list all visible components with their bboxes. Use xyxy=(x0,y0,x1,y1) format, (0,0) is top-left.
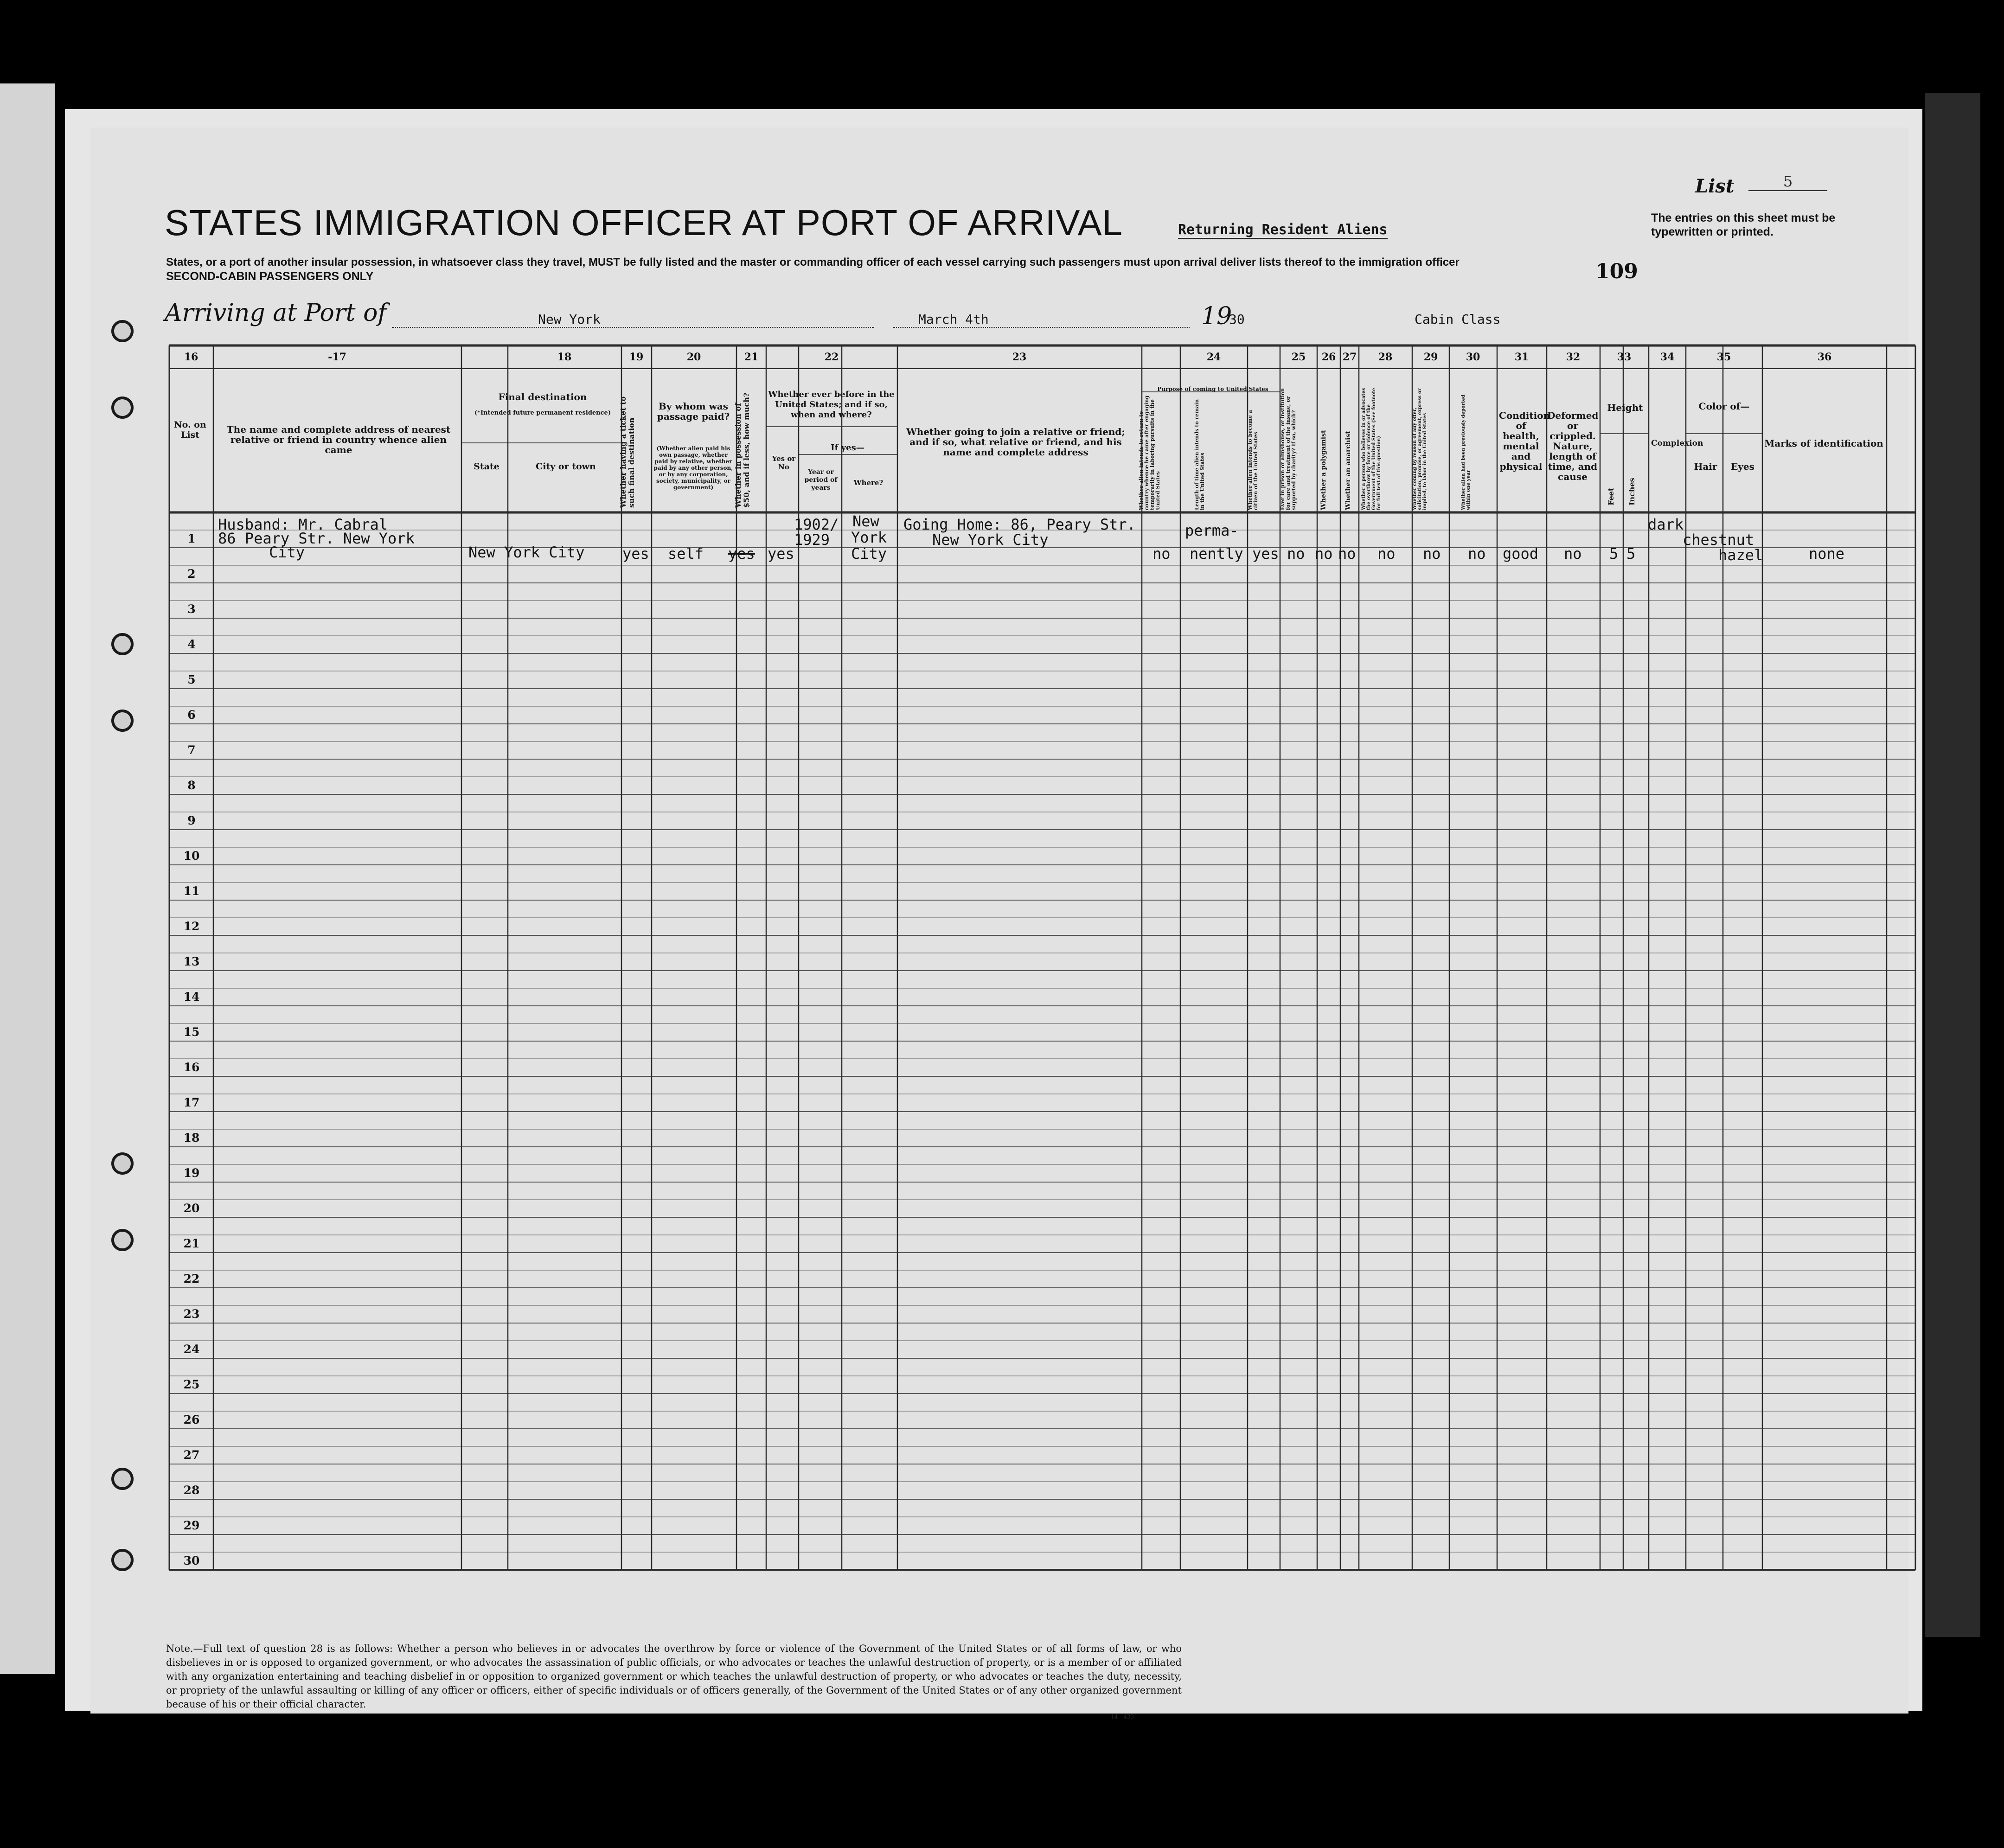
overthrow: no xyxy=(1377,545,1396,563)
row-number: 9 xyxy=(187,814,196,827)
row-number: 26 xyxy=(183,1413,200,1426)
date-value: March 4th xyxy=(918,312,989,327)
instruction-class: SECOND-CABIN PASSENGERS ONLY xyxy=(166,270,374,283)
entries-note: The entries on this sheet must be typewritten or printed. xyxy=(1651,211,1836,238)
complexion: dark xyxy=(1648,516,1684,533)
height-feet: 5 xyxy=(1609,545,1619,563)
row-number: 2 xyxy=(187,567,196,581)
column-number: 16 xyxy=(184,351,198,363)
column-number: 24 xyxy=(1206,351,1221,363)
where-line1: New xyxy=(852,512,879,530)
cabin-class: Cabin Class xyxy=(1415,312,1501,327)
col22-where: Where? xyxy=(853,479,884,487)
column-number: 22 xyxy=(824,351,839,363)
return-intent: no xyxy=(1152,545,1171,563)
col31-header: Condition of health, mental and physical xyxy=(1499,410,1550,472)
where-line2: York xyxy=(851,529,887,546)
col23-header: Whether going to join a relative or friend; and if so, what relative or friend, and his name and complete address xyxy=(906,426,1125,458)
col30-header: Whether alien had been previously deported within one year xyxy=(1461,395,1471,510)
col33-inches: Inches xyxy=(1627,478,1636,505)
col22-ifyes: If yes— xyxy=(831,443,864,453)
column-number: 20 xyxy=(686,351,701,363)
column-number: 31 xyxy=(1514,351,1529,363)
row-number: 19 xyxy=(183,1166,200,1180)
col24a-header: Whether alien intends to return to country whence he came after engaging temporarily in laboring pursuits in the United States xyxy=(1138,395,1161,510)
destination: New York City xyxy=(468,544,585,561)
row-number: 8 xyxy=(187,779,196,792)
col18-state: State xyxy=(474,461,499,472)
health: good xyxy=(1503,545,1539,563)
deported: no xyxy=(1468,545,1486,563)
col29-header: Whether coming by reason of any offer, solicitation, promise, or agreement, express or implied, to labor in the United States xyxy=(1412,388,1428,510)
col35-hair: Hair xyxy=(1694,461,1717,472)
instruction-text: States, or a port of another insular possession, in whatsoever class they travel, MUST be fully listed and the master or commanding officer of each vessel carrying such passengers must upon arrival deliver lists thereof to the immigration officer xyxy=(166,256,1460,269)
row-number: 12 xyxy=(183,920,200,933)
deformed: no xyxy=(1564,545,1582,563)
hair: chestnut xyxy=(1683,531,1754,549)
length-line2: nently xyxy=(1190,545,1243,563)
column-number: 23 xyxy=(1012,351,1027,363)
row-number: 27 xyxy=(183,1448,200,1462)
col-no-header: No. on List xyxy=(174,420,206,440)
offer: no xyxy=(1423,545,1441,563)
column-number: 34 xyxy=(1660,351,1675,363)
col22-header: Whether ever before in the United States; and if so, when and where? xyxy=(768,390,895,420)
row-number: 29 xyxy=(183,1519,200,1532)
before-us: yes xyxy=(768,545,794,563)
col17-header: The name and complete address of nearest relative or friend in country whence alien came xyxy=(226,424,451,455)
polygamist: no xyxy=(1315,545,1333,563)
list-label: List xyxy=(1695,175,1735,197)
relative-line1: Husband: Mr. Cabral xyxy=(218,516,388,533)
height-inches: 5 xyxy=(1626,545,1636,563)
row-number: 30 xyxy=(183,1554,200,1567)
row-number: 28 xyxy=(183,1484,200,1497)
list-number: 5 xyxy=(1748,173,1827,191)
prison: no xyxy=(1287,545,1305,563)
paid-by: self xyxy=(668,545,704,563)
col25-header: Ever in prison or almshouse, or institution for care and treatment of the insane, or supported by charity? If so, which? xyxy=(1280,388,1297,510)
column-number: 30 xyxy=(1466,351,1480,363)
row-number: 10 xyxy=(183,849,200,863)
row-number: 7 xyxy=(187,743,196,757)
joining-line1: Going Home: 86, Peary Str. xyxy=(903,516,1136,533)
subtitle-typed: Returning Resident Aliens xyxy=(1178,222,1388,239)
col18-city: City or town xyxy=(536,461,596,472)
row-number: 21 xyxy=(183,1237,200,1250)
arriving-label: Arriving at Port of xyxy=(165,299,387,327)
date-line xyxy=(893,327,1190,328)
year-prefix: 19 xyxy=(1201,302,1232,330)
col22-year: Year or period of years xyxy=(804,468,838,492)
col24b-header: Length of time alien intends to remain in the United States xyxy=(1194,399,1205,510)
row-number: 24 xyxy=(183,1343,200,1356)
marks: none xyxy=(1809,545,1845,563)
col18-note: (*Intended future permanent residence) xyxy=(474,409,611,416)
col26-header: Whether a polygamist xyxy=(1320,430,1327,510)
citizen: yes xyxy=(1252,545,1279,563)
row-number: 13 xyxy=(183,955,200,968)
eyes: hazel xyxy=(1718,546,1763,564)
col35-header: Color of— xyxy=(1698,401,1750,412)
row-number: 6 xyxy=(187,708,196,722)
column-number: 28 xyxy=(1378,351,1393,363)
col28-header: Whether a person who believes in or advocates the overthrow by force or violence of the Government of the United States (See footnote for full text of this question) xyxy=(1361,388,1382,510)
col35-eyes: Eyes xyxy=(1731,461,1754,472)
col19-header: Whether having a ticket to such final destination xyxy=(619,396,636,508)
row-number: 14 xyxy=(183,990,200,1004)
row-number: 16 xyxy=(183,1061,200,1074)
year-suffix: 30 xyxy=(1229,312,1245,327)
column-number: -17 xyxy=(328,351,346,363)
column-number: 32 xyxy=(1566,351,1581,363)
col20-header: By whom was passage paid? xyxy=(657,401,730,422)
col27-header: Whether an anarchist xyxy=(1345,431,1352,510)
column-number: 29 xyxy=(1423,351,1438,363)
col22-yesno: Yes or No xyxy=(772,454,796,471)
col34-header: Complexion xyxy=(1651,439,1703,448)
column-number: 18 xyxy=(557,351,572,363)
row-number: 25 xyxy=(183,1378,200,1391)
port-line xyxy=(392,327,874,328)
years-line2: 1929 xyxy=(794,531,830,549)
column-number: 21 xyxy=(744,351,759,363)
col32-header: Deformed or crippled. Nature, length of time, and cause xyxy=(1547,410,1599,482)
joining-line2: New York City xyxy=(932,531,1049,549)
col21-header: Whether in possession of $50, and if less, how much? xyxy=(734,392,751,508)
form-code: 14—433 xyxy=(1111,1714,1134,1720)
relative-line2: 86 Peary Str. New York xyxy=(218,530,415,547)
row-number: 11 xyxy=(183,884,200,898)
row-number: 3 xyxy=(187,602,196,616)
port-value: New York xyxy=(538,312,601,327)
row-number: 20 xyxy=(183,1202,200,1215)
col36-header: Marks of identification xyxy=(1764,438,1883,449)
row-number: 1 xyxy=(187,532,196,545)
row-number: 23 xyxy=(183,1307,200,1321)
col24-header: Purpose of coming to United States xyxy=(1157,386,1268,392)
col18-header: Final destination xyxy=(498,391,587,403)
page-title: STATES IMMIGRATION OFFICER AT PORT OF ARRIVAL xyxy=(165,202,1123,243)
row-number: 5 xyxy=(187,673,196,686)
row-number: 17 xyxy=(183,1096,200,1109)
row-number: 18 xyxy=(183,1131,200,1145)
row-number: 15 xyxy=(183,1025,200,1039)
page-number: 109 xyxy=(1595,260,1638,283)
relative-line3: City xyxy=(269,544,305,561)
where-line3: City xyxy=(851,545,887,563)
footnote: Note.—Full text of question 28 is as follows: Whether a person who believes in or advocates the overthrow by force or violence of the Government of the United States or of all forms of law, or who disbelieves in or is opposed to organized government, or who advocates the assassination of public officials, or who advocates or teaches the unlawful destruction of property, or is a member of or affiliated with any organization entertaining and teaching disbelief in or opposition to organized government or which teaches the unlawful destruction of property, or who advocates or teaches the duty, necessity, or propriety of the unlawful assaulting or killing of any officer or officers, either of specific individuals or of officers generally, of the Government of the United States or of any other organized government because of his or their official character. xyxy=(166,1643,1182,1710)
col33-feet: Feet xyxy=(1607,487,1615,505)
column-number: 33 xyxy=(1617,351,1632,363)
col24c-header: Whether alien intends to become a citizen of the United States xyxy=(1247,410,1259,510)
column-number: 27 xyxy=(1342,351,1357,363)
col20-note: (Whether alien paid his own passage, whether paid by relative, whether paid by any other person, or by any corporation, society, municipality, or government) xyxy=(653,445,733,491)
col33-header: Height xyxy=(1607,402,1643,413)
years-line1: 1902/ xyxy=(794,516,839,533)
row-number: 4 xyxy=(187,638,196,651)
ticket: yes xyxy=(622,545,649,563)
column-number: 36 xyxy=(1817,351,1832,363)
column-number: 19 xyxy=(629,351,644,363)
length-line1: perma- xyxy=(1185,522,1239,539)
anarchist: no xyxy=(1338,545,1356,563)
row-number: 22 xyxy=(183,1272,200,1285)
column-number: 25 xyxy=(1291,351,1306,363)
column-number: 26 xyxy=(1321,351,1336,363)
money: yes xyxy=(728,545,755,563)
column-number: 35 xyxy=(1716,351,1731,363)
